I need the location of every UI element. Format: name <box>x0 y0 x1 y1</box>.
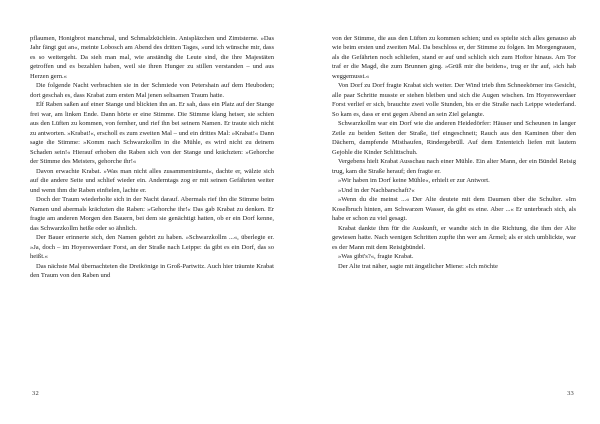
right-paragraph: Der Alte trat näher, sagte mit ängstlicher Miene: »Ich möchte <box>338 262 498 270</box>
left-paragraph: Die folgende Nacht verbrachten sie in der Schmiede von Petershain auf dem Heuboden; dort geschah es, dass Krabat zum ersten Mal jenen seltsamen Traum hatte. <box>30 82 274 99</box>
right-page-number: 33 <box>567 390 574 397</box>
right-page-body <box>332 34 576 384</box>
right-paragraph: Schwarzkollm war ein Dorf wie die anderen Heidedörfer: Häuser und Scheunen in langer Zeile zu beiden Seiten der Straße, tief eingeschneit; Rauch aus den Kaminen über den Dächern, dampfende Misthaufen, Rindergebrüll. Auf dem Ententeich liefen mit lautem Gejohle die Kinder Schlittschuh. <box>332 120 576 156</box>
right-paragraph: »Wenn du die meinst ...« Der Alte deutete mit dem Daumen über die Schulter. »Im Koselbruch hinten, am Schwarzen Wasser, da gibt es eine. Aber ...« Er unterbrach sich, als habe er schon zu viel gesagt. <box>332 196 576 223</box>
left-paragraph: Das nächste Mal übernachteten die Dreikönige in Groß-Partwitz. Auch hier träumte Krabat den Traum von den Raben und <box>30 262 274 280</box>
left-page <box>30 34 274 414</box>
right-paragraph: »Und in der Nachbarschaft?« <box>338 186 415 194</box>
right-paragraph: Krabat dankte ihm für die Auskunft, er wandte sich in die Richtung, die ihm der Alte gewiesen hatte. Nach wenigen Schritten zupfte ihn wer am Ärmel; als er sich umblickte, war es der Mann mit dem Reisigbündel. <box>332 224 576 251</box>
right-paragraph: »Was gibt's?«, fragte Krabat. <box>338 253 414 261</box>
left-paragraph: Elf Raben saßen auf einer Stange und blickten ihn an. Er sah, dass ein Platz auf der Stange frei war, am linken Ende. Dann hörte er eine Stimme. Die Stimme klang heiser, sie schien aus den Lüften zu kommen, von fernher, und rief ihn bei seinem Namen. Er traute sich nicht zu antworten. »Krabat!«, erscholl es zum zweiten Mal – und ein drittes Mal: »Krabat!« Dann sagte die Stimme: »Komm nach Schwarzkollm in die Mühle, es wird nicht zu deinem Schaden sein!« Hierauf erhoben die Raben sich von der Stange und krächzten: »Gehorche der Stimme des Meisters, gehorche ihr!« <box>30 101 274 166</box>
right-paragraph: von der Stimme, die aus den Lüften zu kommen schien; und es spielte sich alles genauso ab wie beim ersten und zweiten Mal. Da beschloss er, der Stimme zu folgen. Im Morgengrauen, als die Gefährten noch schliefen, stand er auf und schlich sich zum Hoftor hinaus. Am Tor traf er die Magd, die zum Brunnen ging. »Grüß mir die beiden«, trug er ihr auf, »ich hab weggemusst.« <box>332 35 576 80</box>
left-paragraph: Doch der Traum wiederholte sich in der Nacht darauf. Abermals rief ihn die Stimme beim Namen und abermals krächzten die Raben: »Gehorche ihr!« Das gab Krabat zu denken. Er fragte am anderen Morgen den Bauern, bei dem sie genächtigt hatten, ob er ein Dorf kenne, das Schwarzkollm heiße oder so ähnlich. <box>30 196 274 232</box>
right-paragraph: Von Dorf zu Dorf fragte Krabat sich weiter. Der Wind trieb ihm Schneekörner ins Gesicht, alle paar Schritte musste er stehen bleiben und sich die Augen wischen. Im Hoyerswerdaer Forst verlief er sich, brauchte zwei volle Stunden, bis er die Straße nach Leippe wiederfand. So kam es, dass er erst gegen Abend an sein Ziel gelangte. <box>332 82 576 118</box>
left-paragraph: Der Bauer erinnerte sich, den Namen gehört zu haben. »Schwarzkollm ...«, überlegte er. »Ja, doch – im Hoyerswerdaer Forst, an der Straße nach Leippe: da gibt es ein Dorf, das so heißt.« <box>30 234 274 261</box>
left-paragraph: Davon erwachte Krabat. »Was man nicht alles zusammenträumt«, dachte er, wälzte sich auf die andere Seite und schlief wieder ein. Anderntags zog er mit seinen Gefährten weiter und wenn ihm die Raben einfielen, lachte er. <box>30 167 274 194</box>
right-page <box>332 34 576 414</box>
right-paragraph: Vergebens hielt Krabat Ausschau nach einer Mühle. Ein alter Mann, der ein Bündel Reisig trug, kam die Straße herauf; den fragte er. <box>332 158 576 175</box>
left-paragraph: pflaumen, Honigbrot manchmal, und Schmalzküchlein. Anispläzchen und Zimtsterne. »Das Jahr fängt gut an«, meinte Lobosch am Abend des dritten Tages, »und ich wünsche mir, dass es so weitergeht. Da sieh man mal, wie anständig die Leute sind, die ihre Majestäten getroffen und es bezahlen haben, weil sie ihren Hunger zu stillen verstanden – und aus Herzen gern.« <box>30 35 274 80</box>
left-page-number: 32 <box>32 390 39 397</box>
left-page-body <box>30 34 274 384</box>
right-paragraph: »Wir haben im Dorf keine Mühle«, erhielt er zur Antwort. <box>338 177 490 185</box>
